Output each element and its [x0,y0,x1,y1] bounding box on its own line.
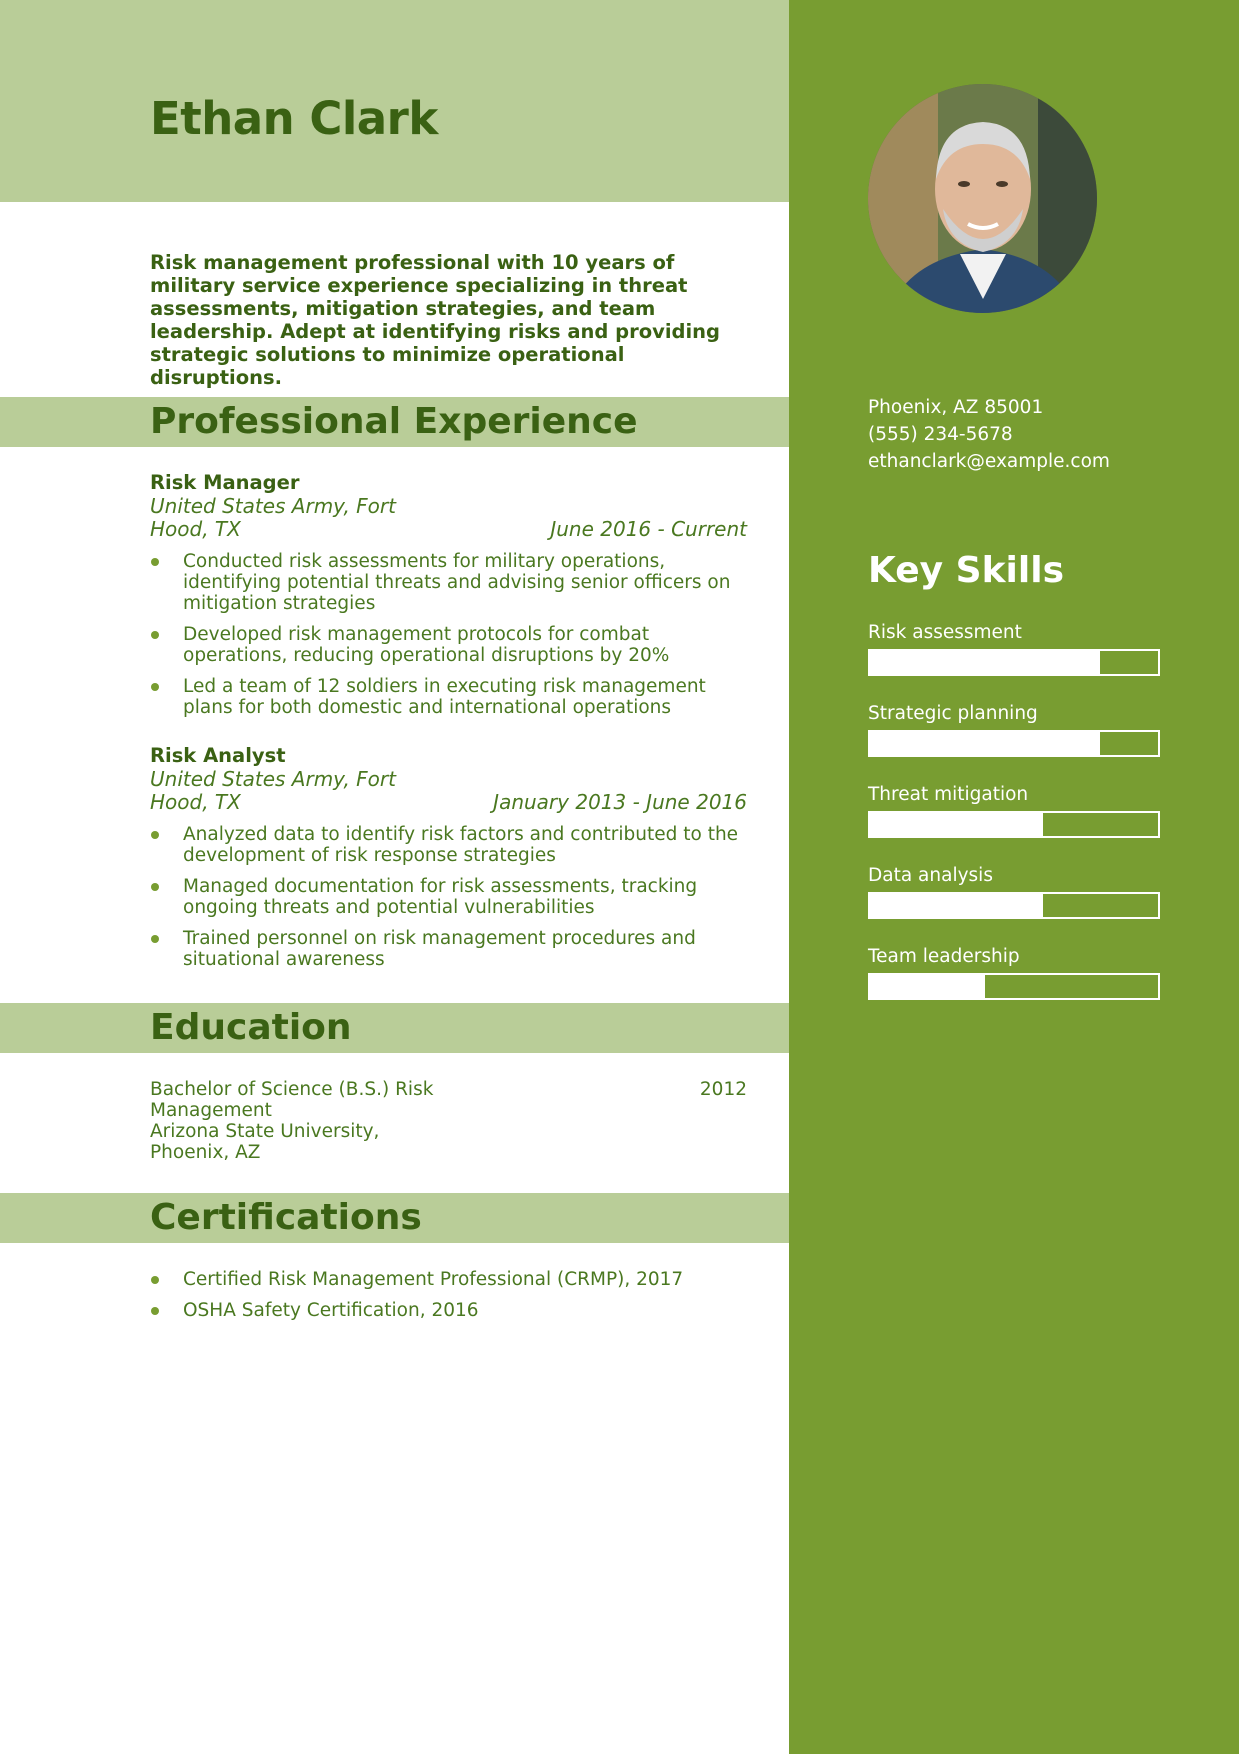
job-entry [150,471,747,728]
job-dates: June 2016 - Current [550,517,747,541]
job-title: Risk Analyst [150,744,286,767]
candidate-name: Ethan Clark [150,92,438,145]
skill-label: Data analysis [868,865,993,886]
skill-bar [868,730,1160,757]
list-item: Developed risk management protocols for combat operations, reducing operational disruptions by 20% [150,624,747,666]
job-bullets [150,551,747,718]
job-bullets [150,824,747,970]
job-dates: January 2013 - June 2016 [493,790,747,814]
skill-fill [870,813,1043,836]
certifications-heading: Certifications [150,1197,422,1238]
skill-label: Risk assessment [868,622,1022,643]
skill-item [868,622,1160,676]
job-entry [150,744,747,980]
degree: Bachelor of Science (B.S.) Risk Management [150,1079,434,1121]
job-title: Risk Manager [150,471,300,494]
list-item: Certified Risk Management Professional (CRMP), 2017 [150,1269,747,1290]
skill-item [868,703,1160,757]
skill-label: Threat mitigation [868,784,1029,805]
list-item: Managed documentation for risk assessments, tracking ongoing threats and potential vulnerabilities [150,876,747,918]
skill-fill [870,732,1100,755]
profile-photo [868,84,1097,313]
list-item: OSHA Safety Certification, 2016 [150,1300,747,1321]
skill-bar [868,811,1160,838]
skill-item [868,784,1160,838]
education-heading: Education [150,1007,352,1048]
certifications-list [150,1269,747,1331]
summary: Risk management professional with 10 years of military service experience specializing in threat assessments, mitigation strategies, and team leadership. Adept at identifying risks and providing strategic solutions to minimize operational disruptions. [150,251,720,389]
skill-fill [870,975,985,998]
skills-heading: Key Skills [868,550,1064,591]
skill-label: Team leadership [868,946,1020,967]
job-company: United States Army, Fort Hood, TX [150,494,396,541]
list-item: Trained personnel on risk management procedures and situational awareness [150,928,747,970]
skill-bar [868,973,1160,1000]
skill-label: Strategic planning [868,703,1038,724]
job-meta [150,768,747,814]
skill-item [868,946,1160,1000]
phone: (555) 234-5678 [868,424,1013,445]
experience-heading: Professional Experience [150,401,638,442]
job-company: United States Army, Fort Hood, TX [150,767,396,814]
education-band [0,1003,789,1053]
education-entry [150,1079,747,1163]
job-meta [150,495,747,541]
school: Arizona State University, Phoenix, AZ [150,1121,380,1163]
list-item: Conducted risk assessments for military operations, identifying potential threats and advising senior officers on mitigation strategies [150,551,747,614]
skill-bar [868,892,1160,919]
location: Phoenix, AZ 85001 [868,397,1044,418]
skill-bar [868,649,1160,676]
email: ethanclark@example.com [868,451,1110,472]
certification-bullets [150,1269,747,1321]
list-item: Analyzed data to identify risk factors and contributed to the development of risk response strategies [150,824,747,866]
education-details [150,1079,450,1163]
skill-fill [870,651,1100,674]
education-year: 2012 [699,1079,747,1100]
skill-fill [870,894,1043,917]
skill-item [868,865,1160,919]
portrait-illustration [868,84,1097,313]
list-item: Led a team of 12 soldiers in executing risk management plans for both domestic and international operations [150,676,747,718]
contact-info [868,394,1110,475]
